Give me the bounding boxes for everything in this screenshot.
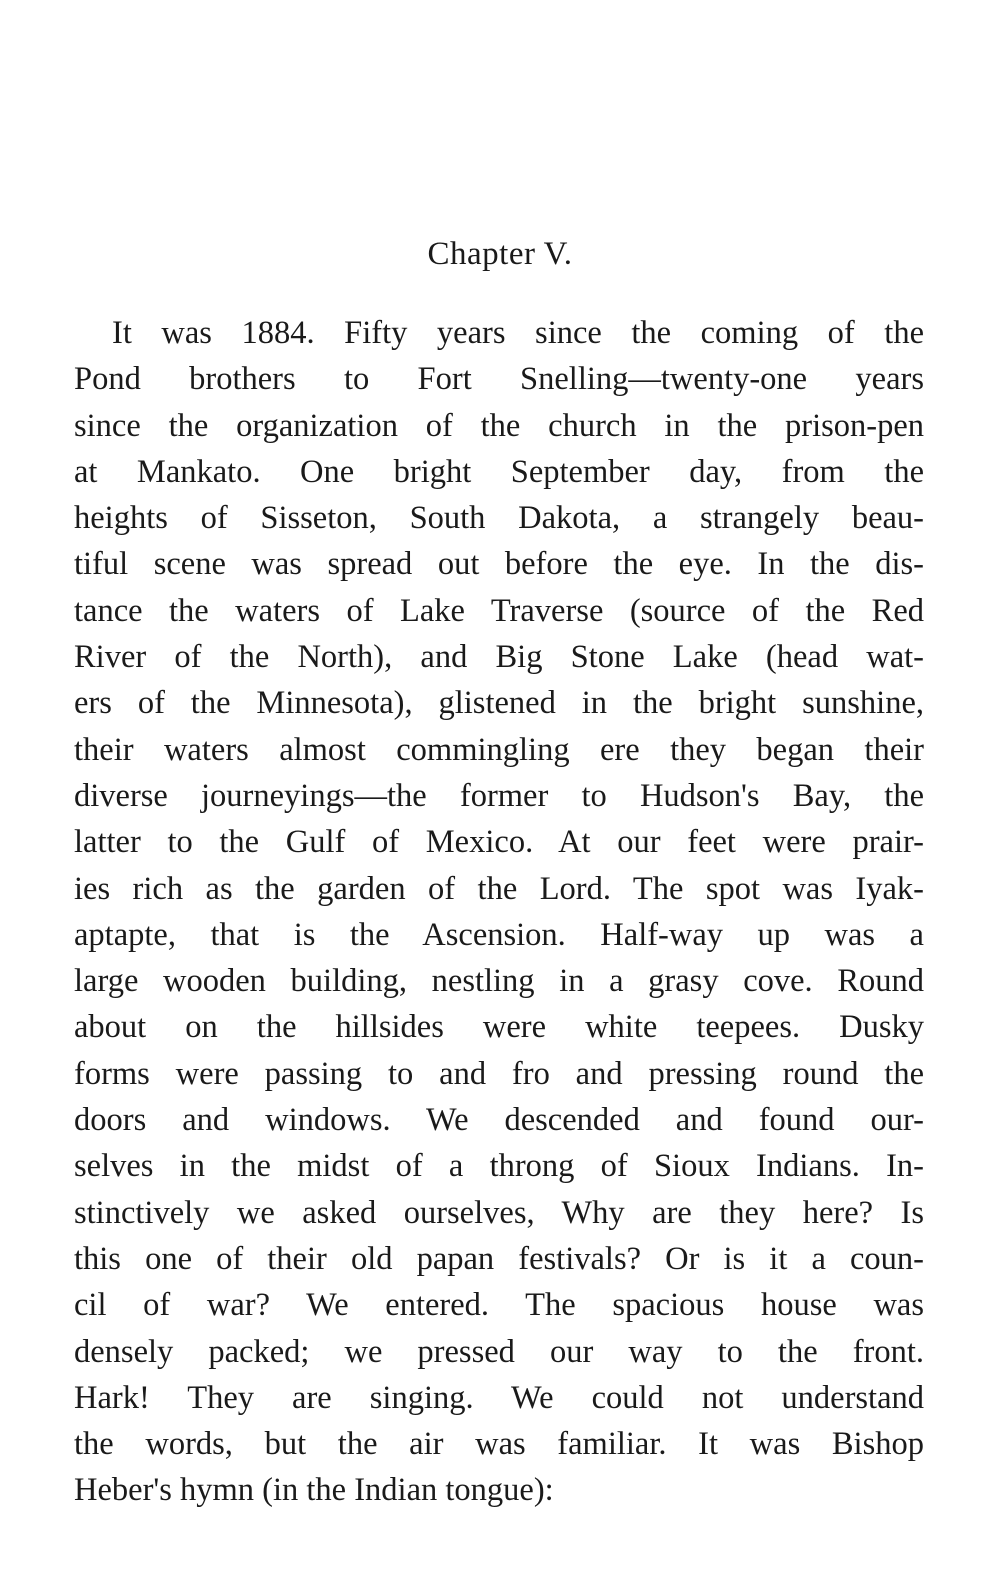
text-line: at Mankato. One bright September day, from the — [74, 453, 924, 490]
text-line: selves in the midst of a throng of Sioux Indians. In- — [74, 1148, 924, 1185]
text-line: doors and windows. We descended and found our- — [74, 1102, 924, 1139]
text-line: Hark! They are singing. We could not understand — [74, 1379, 924, 1416]
text-line: tiful scene was spread out before the eye. In the dis- — [74, 546, 924, 583]
chapter-body-paragraph — [74, 310, 924, 1514]
text-line: cil of war? We entered. The spacious house was — [74, 1287, 924, 1324]
text-line: Pond brothers to Fort Snelling—twenty-one years — [74, 361, 924, 398]
text-line: about on the hillsides were white teepees. Dusky — [74, 1009, 924, 1046]
text-line: It was 1884. Fifty years since the coming of the — [112, 315, 924, 351]
text-line: the words, but the air was familiar. It was Bishop — [74, 1426, 924, 1463]
text-line: tance the waters of Lake Traverse (source of the Red — [74, 592, 924, 629]
text-line: ies rich as the garden of the Lord. The spot was Iyak- — [74, 870, 924, 907]
text-line: large wooden building, nestling in a grasy cove. Round — [74, 963, 924, 1000]
text-line: River of the North), and Big Stone Lake (head wat- — [74, 639, 924, 676]
text-line: forms were passing to and fro and pressing round the — [74, 1055, 924, 1092]
text-line: latter to the Gulf of Mexico. At our feet were prair- — [74, 824, 924, 861]
text-line: Heber's hymn (in the Indian tongue): — [74, 1472, 554, 1509]
text-line: their waters almost commingling ere they began their — [74, 731, 924, 768]
text-line: stinctively we asked ourselves, Why are they here? Is — [74, 1194, 924, 1231]
chapter-title: Chapter V. — [427, 236, 573, 272]
text-line: ers of the Minnesota), glistened in the bright sunshine, — [74, 685, 924, 722]
text-line: heights of Sisseton, South Dakota, a strangely beau- — [74, 500, 924, 537]
text-line: this one of their old papan festivals? Or is it a coun- — [74, 1240, 924, 1277]
text-line: since the organization of the church in the prison-pen — [74, 407, 924, 444]
text-line: aptapte, that is the Ascension. Half-way up was a — [74, 916, 924, 953]
text-line: densely packed; we pressed our way to the front. — [74, 1333, 924, 1370]
text-line: diverse journeyings—the former to Hudson's Bay, the — [74, 777, 924, 814]
